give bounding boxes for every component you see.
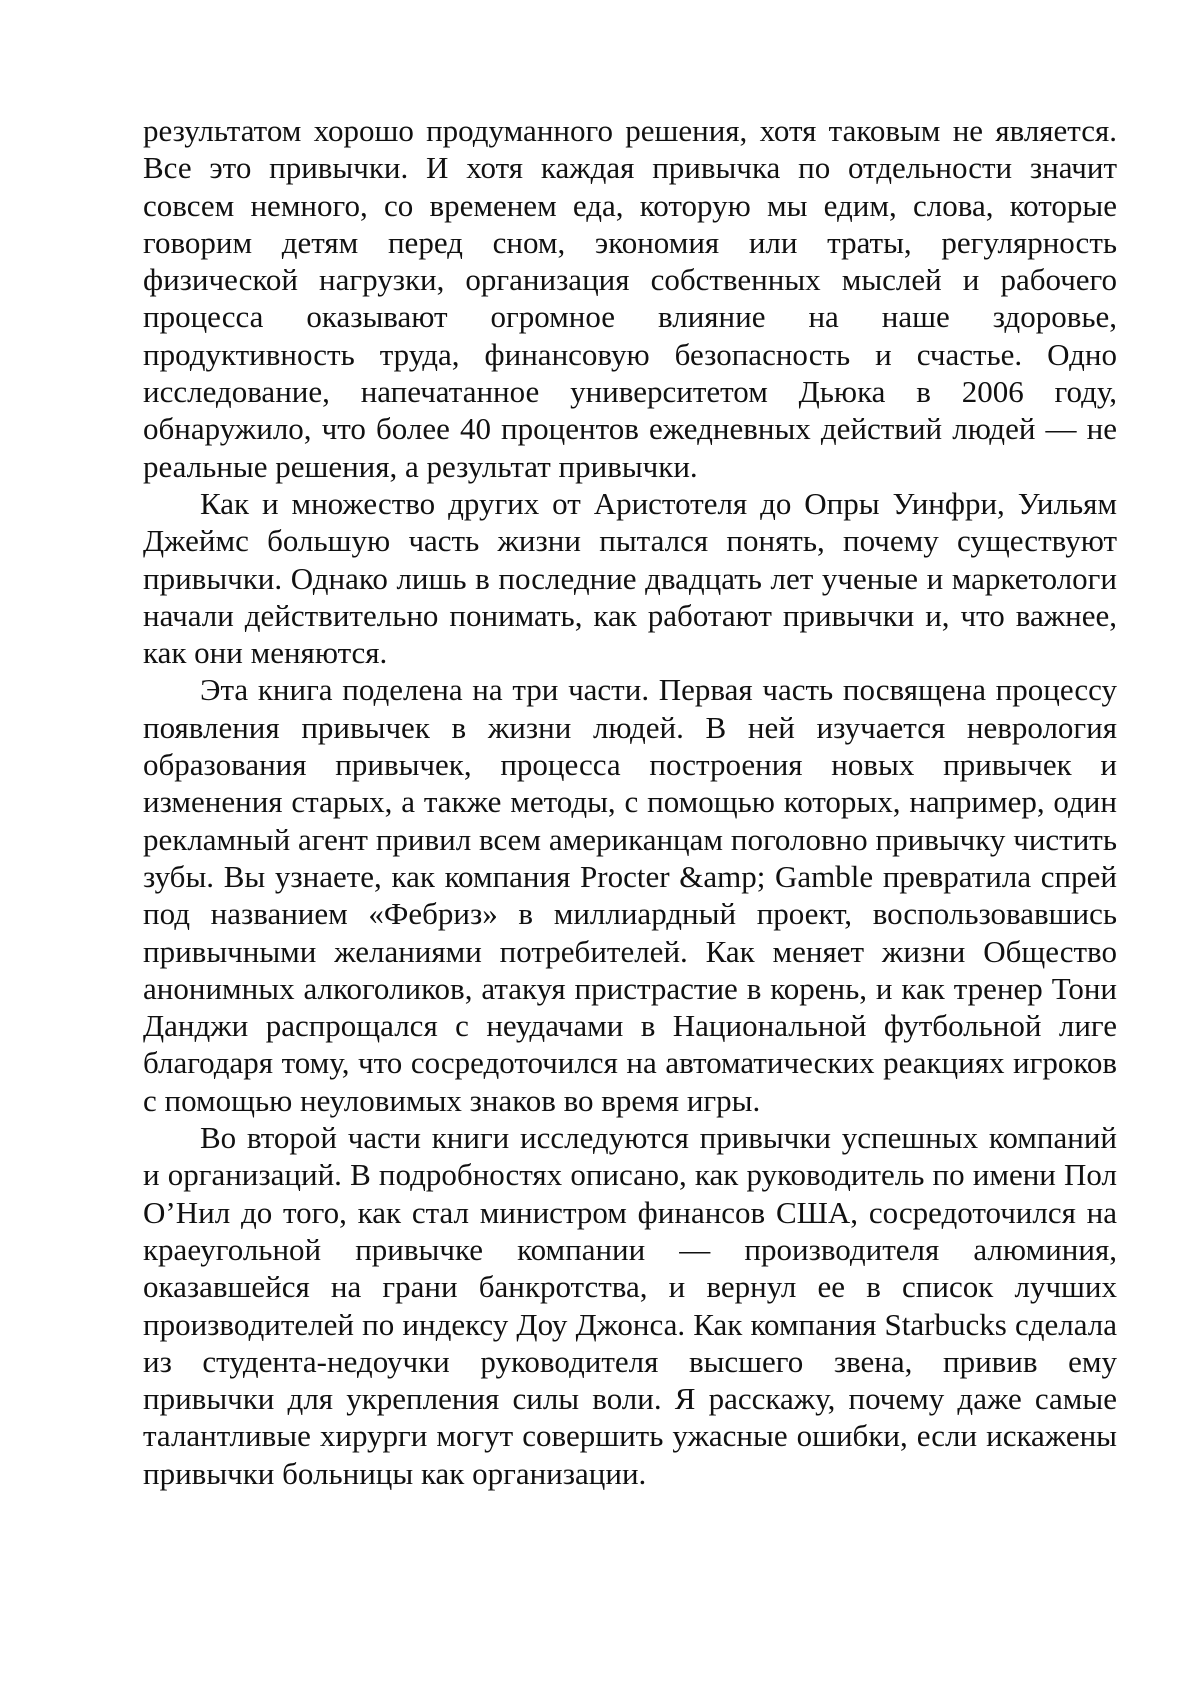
paragraph-4: Во второй части книги исследуются привычки успешных компаний и организаций. В подробностях описано, как руководитель по имени Пол О’Нил до того, как стал министром финансов США, сосредоточился на краеугольной привычке компании — производителя алюминия, оказавшейся на грани банкротства, и вернул ее в список лучших производителей по индексу Доу Джонса. Как компания Starbucks сделала из студента-недоучки руководителя высшего звена, привив ему привычки для укрепления силы воли. Я расскажу, почему даже самые талантливые хирурги могут совершить ужасные ошибки, если искажены привычки больницы как организации. [143, 1120, 1117, 1491]
paragraph-1: результатом хорошо продуманного решения, хотя таковым не является. Все это привычки. И хотя каждая привычка по отдельности значит совсем немного, со временем еда, которую мы едим, слова, которые говорим детям перед сном, экономия или траты, регулярность физической нагрузки, организация собственных мыслей и рабочего процесса оказывают огромное влияние на наше здоровье, продуктивность труда, финансовую безопасность и счастье. Одно исследование, напечатанное университетом Дьюка в 2006 году, обнаружило, что более 40 процентов ежедневных действий людей — не реальные решения, а результат привычки. [143, 113, 1117, 484]
paragraph-3: Эта книга поделена на три части. Первая часть посвящена процессу появления привычек в жизни людей. В ней изучается неврология образования привычек, процесса построения новых привычек и изменения старых, а также методы, с помощью которых, например, один рекламный агент привил всем американцам поголовно привычку чистить зубы. Вы узнаете, как компания Procter &amp; Gamble превратила спрей под названием «Фебриз» в миллиардный проект, воспользовавшись привычными желаниями потребителей. Как меняет жизни Общество анонимных алкоголиков, атакуя пристрастие в корень, и как тренер Тони Данджи распрощался с неудачами в Национальной футбольной лиге благодаря тому, что сосредоточился на автоматических реакциях игроков с помощью неуловимых знаков во время игры. [143, 672, 1117, 1118]
paragraph-2: Как и множество других от Аристотеля до Опры Уинфри, Уильям Джеймс большую часть жизни пытался понять, почему существуют привычки. Однако лишь в последние двадцать лет ученые и маркетологи начали действительно понимать, как работают привычки и, что важнее, как они меняются. [143, 485, 1117, 671]
document-page [143, 112, 1117, 1492]
